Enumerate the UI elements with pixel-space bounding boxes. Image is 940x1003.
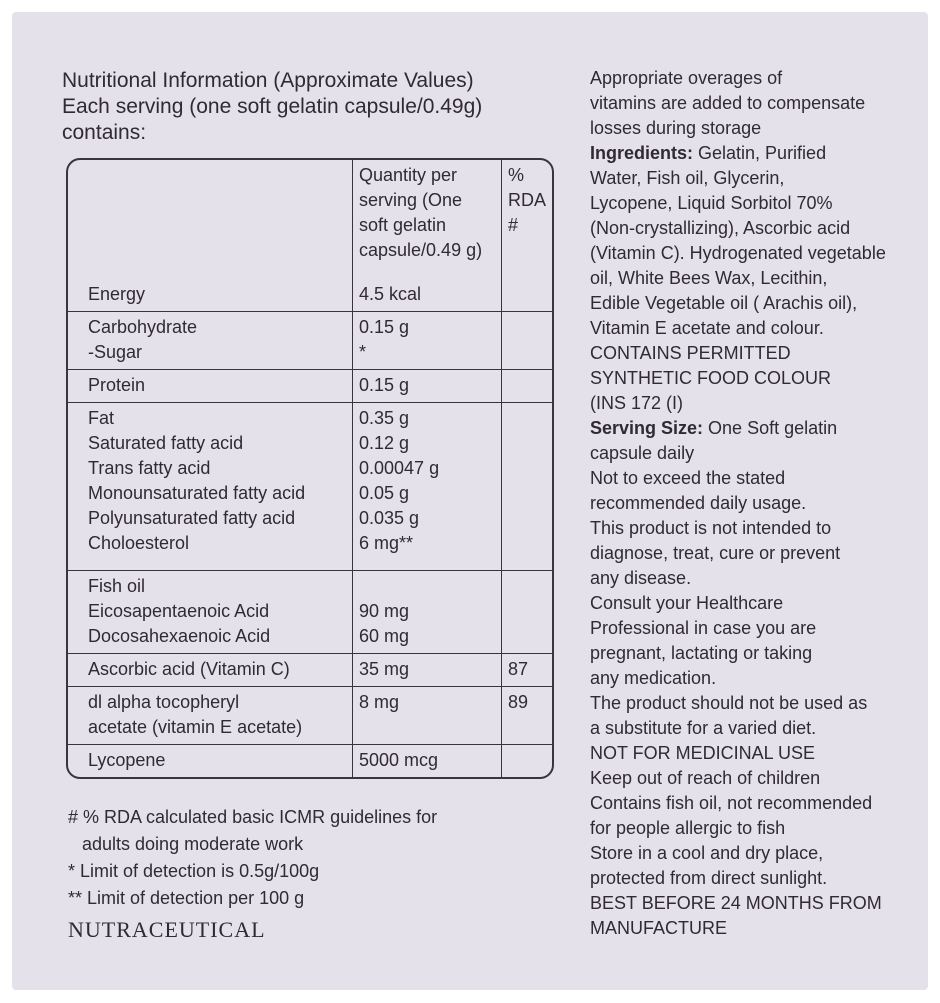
quantity-cell [353,403,502,571]
header-quantity-cell [353,160,502,279]
right-text-line: SYNTHETIC FOOD COLOUR [590,368,832,388]
nutrient-name-cell-text: dl alpha tocopheryl [88,692,240,712]
nutrition-table [66,158,554,779]
nutrient-name-cell [68,312,353,370]
quantity-cell [353,279,502,312]
label-value: Gelatin, Purified [693,143,827,163]
quantity-cell [353,654,502,687]
nutrient-name-cell-text: acetate (vitamin E acetate) [88,717,303,737]
nutrient-name-cell-text: Eicosapentaenoic Acid [88,601,270,621]
quantity-cell [353,745,502,778]
quantity-cell-text: 60 mg [359,626,410,646]
nutrient-name-cell [68,279,353,312]
rda-cell-text: 87 [508,659,529,679]
footnote-line: ** Limit of detection per 100 g [68,888,305,908]
quantity-cell-text: 0.05 g [359,483,410,503]
rda-cell [502,745,553,778]
label-value: One Soft gelatin [703,418,838,438]
right-text-line: Edible Vegetable oil ( Arachis oil), [590,293,858,313]
right-text-line: Vitamin E acetate and colour. [590,318,824,338]
footnote-line: * Limit of detection is 0.5g/100g [68,861,320,881]
right-text-line: BEST BEFORE 24 MONTHS FROM [590,893,882,913]
header-text: # [508,215,519,235]
right-column-text [590,66,925,941]
right-text-line: oil, White Bees Wax, Lecithin, [590,268,828,288]
right-text-line: vitamins are added to compensate [590,93,866,113]
nutrient-name-cell-text: Fish oil [88,576,146,596]
right-text-line: (INS 172 (I) [590,393,684,413]
footnote-line: adults doing moderate work [82,834,304,854]
brand-text: NUTRACEUTICAL [68,917,266,942]
right-text-line: Not to exceed the stated [590,468,786,488]
nutrient-name-cell-text: Carbohydrate [88,317,198,337]
rda-cell [502,403,553,571]
quantity-cell-text [359,574,497,599]
nutrient-name-cell [68,687,353,745]
quantity-cell [353,312,502,370]
bold-label: Serving Size: [590,418,704,438]
right-text-line: Keep out of reach of children [590,768,821,788]
right-text-line: Consult your Healthcare [590,593,784,613]
heading-line: Each serving (one soft gelatin capsule/0.49g) [62,95,483,118]
rda-cell [502,571,553,654]
right-text-line: CONTAINS PERMITTED [590,343,791,363]
nutrient-name-cell [68,654,353,687]
right-text-line: This product is not intended to [590,518,832,538]
right-text-line: losses during storage [590,118,762,138]
table-row [68,370,552,403]
table-row [68,745,552,778]
table-body [68,279,552,777]
header-blank-cell [68,160,353,279]
nutrient-name-cell-text: Trans fatty acid [88,458,211,478]
table-row [68,312,552,370]
table-row [68,403,552,571]
quantity-cell-text: 90 mg [359,601,410,621]
header-text: soft gelatin [359,215,447,235]
right-text-line: Water, Fish oil, Glycerin, [590,168,785,188]
quantity-cell-text: 0.12 g [359,433,410,453]
right-text-line: Professional in case you are [590,618,817,638]
nutrient-name-cell-text: Ascorbic acid (Vitamin C) [88,659,290,679]
header-text: Quantity per [359,165,458,185]
rda-cell [502,312,553,370]
right-text-line: The product should not be used as [590,693,868,713]
quantity-cell [353,687,502,745]
right-text-line: NOT FOR MEDICINAL USE [590,743,816,763]
right-text-line: Contains fish oil, not recommended [590,793,873,813]
quantity-cell-text: 4.5 kcal [359,284,422,304]
header-text: RDA [508,190,547,210]
rda-cell-text: 89 [508,692,529,712]
table-row [68,654,552,687]
nutrition-heading [62,68,562,146]
table-header-row [68,160,552,279]
quantity-cell-text: 35 mg [359,659,410,679]
nutrient-name-cell [68,403,353,571]
right-text-line: any medication. [590,668,717,688]
nutrient-name-cell-text: Docosahexaenoic Acid [88,626,271,646]
right-text-line: Appropriate overages of [590,68,783,88]
quantity-cell-text: 0.35 g [359,408,410,428]
quantity-cell [353,370,502,403]
right-text-line: for people allergic to fish [590,818,786,838]
nutrient-name-cell-text: Polyunsaturated fatty acid [88,508,296,528]
header-text: capsule/0.49 g) [359,240,483,260]
nutrient-name-cell [68,745,353,778]
right-text-line: (Non-crystallizing), Ascorbic acid [590,218,851,238]
table-row [68,279,552,312]
right-text-line: Lycopene, Liquid Sorbitol 70% [590,193,833,213]
heading-line: Nutritional Information (Approximate Values) [62,69,474,92]
header-text: % [508,165,525,185]
rda-cell [502,370,553,403]
right-text-line: MANUFACTURE [590,918,728,938]
nutrient-name-cell-text: Fat [88,408,115,428]
right-text-line: any disease. [590,568,692,588]
nutrient-name-cell-text: Energy [88,284,146,304]
quantity-cell-text: 0.00047 g [359,458,440,478]
right-text-line: (Vitamin C). Hydrogenated vegetable [590,243,886,263]
right-text-line: protected from direct sunlight. [590,868,828,888]
right-text-line: a substitute for a varied diet. [590,718,817,738]
header-text: serving (One [359,190,463,210]
nutrient-name-cell-text: Lycopene [88,750,166,770]
nutrient-name-cell [68,571,353,654]
quantity-cell-text: 0.15 g [359,317,410,337]
right-text-line: capsule daily [590,443,695,463]
right-text-line: recommended daily usage. [590,493,807,513]
table-row [68,571,552,654]
quantity-cell-text: 6 mg** [359,533,414,553]
nutrient-name-cell-text: Saturated fatty acid [88,433,244,453]
header-rda-cell [502,160,553,279]
bold-label: Ingredients: [590,143,694,163]
quantity-cell-text: 0.15 g [359,375,410,395]
quantity-cell [353,571,502,654]
quantity-cell-text: 5000 mcg [359,750,439,770]
table-row [68,687,552,745]
rda-cell [502,654,553,687]
nutrient-name-cell-text: Protein [88,375,146,395]
right-text-line [590,416,925,441]
footnotes [68,804,538,912]
right-text-line: Store in a cool and dry place, [590,843,824,863]
quantity-cell-text: 8 mg [359,692,400,712]
nutrient-name-cell-text: Choloesterol [88,533,190,553]
right-text-line [590,141,925,166]
right-text-line: diagnose, treat, cure or prevent [590,543,841,563]
heading-line: contains: [62,121,147,144]
footnote-line: # % RDA calculated basic ICMR guidelines for [68,807,438,827]
quantity-cell-text: * [359,342,367,362]
rda-cell [502,279,553,312]
nutrient-name-cell [68,370,353,403]
nutrient-name-cell-text: -Sugar [88,342,143,362]
rda-cell [502,687,553,745]
nutrient-name-cell-text: Monounsaturated fatty acid [88,483,306,503]
right-text-line: pregnant, lactating or taking [590,643,813,663]
quantity-cell-text: 0.035 g [359,508,420,528]
